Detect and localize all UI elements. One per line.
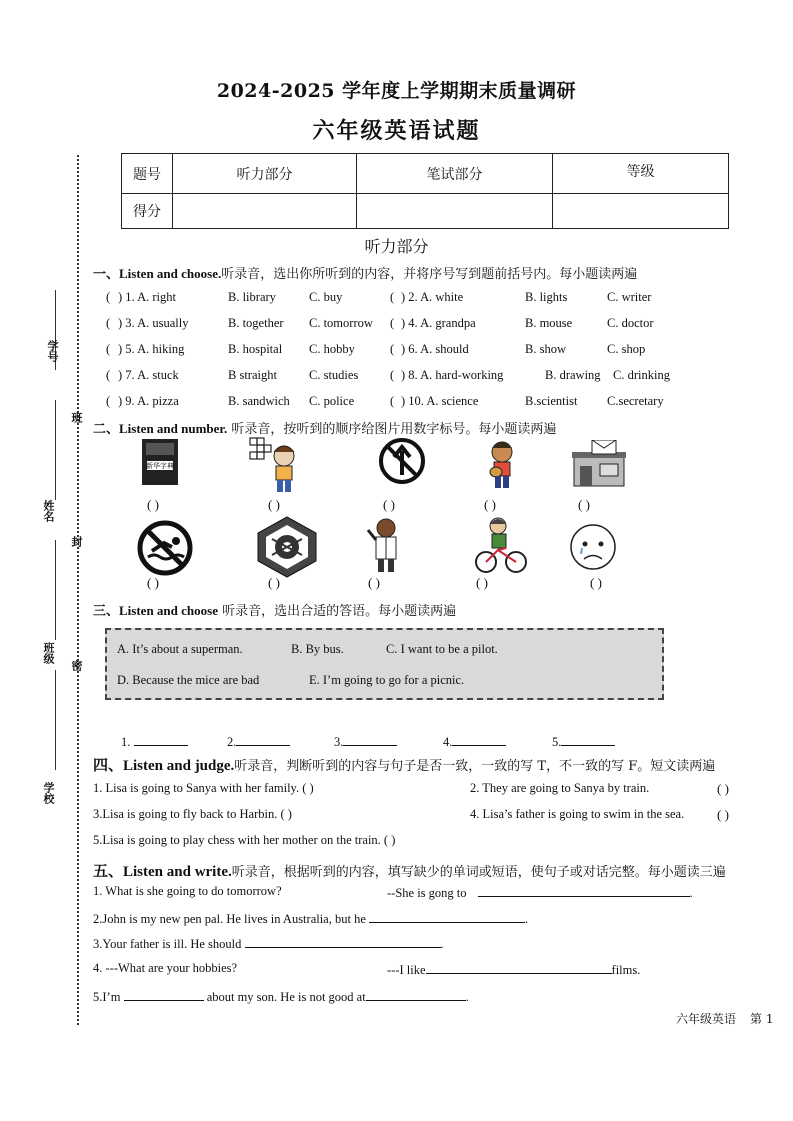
cycling-boy-picture [474,516,528,576]
picture3-answer[interactable]: ( ) [383,497,395,512]
option-a: A. It’s about a superman. [117,642,243,656]
choice-text: C. hobby [309,342,355,356]
sec3-answer-5[interactable] [552,733,615,750]
score-table-row-label: 得分 [122,194,173,229]
exam-subtitle: 六年级英语试题 [312,118,481,144]
option-e: E. I’m going to go for a picnic. [309,673,465,687]
choice-text: ) 2. A. white [401,290,464,304]
sec3-answer-4[interactable] [443,733,506,750]
answer-blank[interactable] [369,910,525,923]
section5-heading [93,860,726,881]
score-table-header-cell: 听力部分 [173,154,357,194]
exam-title: 2024-2025 学年度上学期期末质量调研 [216,80,577,102]
dictionary-picture [138,437,182,487]
judge-item-2-answer[interactable]: ( ) [717,781,729,796]
choice-text: C. police [309,394,355,408]
write-question-5[interactable] [93,988,469,1005]
section4-title-cn: 听录音，判断听到的内容与句子是否一致，一致的写 T，不一致的写 F。短文读两遍 [234,759,716,774]
period: . [525,912,529,926]
side-label-seal-3: 密 [70,660,83,671]
post-office-picture [570,440,628,488]
choice-text: C. tomorrow [309,316,373,330]
section5-title-en: 五、Listen and write. [93,864,232,880]
write-question-2[interactable] [93,910,528,927]
answer-options-box [105,628,664,700]
answer-bracket[interactable]: ( [390,368,395,382]
choice-text: C. shop [607,342,646,356]
section3-title-cn: 听录音，选出合适的答语。每小题读两遍 [217,604,457,619]
write-answer-4[interactable] [387,961,640,978]
picture8-answer[interactable]: ( ) [368,575,380,590]
choice-text: C. drinking [613,368,670,382]
dictionary-label: 新华字典 [146,462,174,470]
section2-title-en: 二、Listen and number. [93,421,228,436]
side-label-student-id: 学号 [46,340,59,362]
judge-item-2: 2. They are going to Sanya by train. [470,781,650,795]
score-table [121,153,729,229]
judge-item-4: 4. Lisa’s father is going to swim in the sea. [470,807,685,821]
choice-text: ) 10. A. science [401,394,479,408]
answer-bracket[interactable]: ( [390,394,395,408]
choice-text: ) 3. A. usually [118,316,189,330]
guitar-boy-picture [480,436,522,490]
picture10-answer[interactable]: ( ) [590,575,602,590]
no-straight-sign-picture [378,437,426,485]
choice-text: ) 7. A. stuck [118,368,179,382]
crossword-boy-picture [246,436,308,494]
write-answer-4-end: films. [611,963,641,977]
write-question-1: 1. What is she going to do tomorrow? [93,884,282,898]
score-table-header-cell: 等级 [553,154,729,194]
paper-cutting-picture [254,515,320,579]
answer-blank[interactable] [245,935,441,948]
option-c: C. I want to be a pilot. [386,642,498,656]
choice-text: B straight [228,368,277,382]
score-table-header-cell: 笔试部分 [357,154,553,194]
sec3-answer-2[interactable] [227,733,290,750]
write-answer-4-text: ---I like [387,963,426,977]
answer-blank[interactable] [124,988,204,1001]
picture1-answer[interactable]: ( ) [147,497,159,512]
answer-bracket[interactable]: ( [106,342,111,356]
score-cell[interactable] [357,194,553,229]
side-label-seal-2: 封 [70,536,83,547]
period: . [689,886,693,900]
answer-bracket[interactable]: ( [106,290,111,304]
score-cell[interactable] [173,194,357,229]
write-question-2-text: 2.John is my new pen pal. He lives in Australia, but he [93,912,366,926]
judge-item-1[interactable]: 1. Lisa is going to Sanya with her family. ( ) [93,781,314,795]
choice-text: B. library [228,290,276,304]
picture6-answer[interactable]: ( ) [147,575,159,590]
score-cell[interactable] [553,194,729,229]
section1-heading [93,263,637,282]
section5-title-cn: 听录音，根据听到的内容，填写缺少的单词或短语，使句子或对话完整。每小题读三遍 [231,865,726,880]
option-b: B. By bus. [291,642,344,656]
choice-text: C.secretary [607,394,664,408]
choice-text: ) 5. A. hiking [118,342,185,356]
class-line[interactable] [55,540,56,640]
scientist-picture [366,516,406,574]
write-question-4: 4. ---What are your hobbies? [93,961,238,975]
answer-blank[interactable] [343,733,397,746]
judge-item-4-answer[interactable]: ( ) [717,807,729,822]
write-answer-1[interactable] [387,884,693,901]
answer-blank[interactable] [561,733,615,746]
choice-text: C. writer [607,290,652,304]
write-question-5-mid: about my son. He is not good at [206,990,366,1004]
picture5-answer[interactable]: ( ) [578,497,590,512]
write-answer-1-text: --She is gong to [387,886,467,900]
sec3-answer-1[interactable] [121,733,188,750]
answer-bracket[interactable]: ( [106,394,111,408]
choice-text: B. drawing [545,368,601,382]
side-label-name: 姓名 [42,500,55,522]
choice-text: C. buy [309,290,343,304]
choice-text: B. hospital [228,342,283,356]
side-label-class: 班级 [42,642,55,664]
sec3-number: 1. [121,735,131,749]
choice-text: B. together [228,316,284,330]
side-label-school: 学校 [42,782,55,804]
choice-text: ) 6. A. should [401,342,469,356]
section3-heading [93,600,456,619]
write-question-5-start: 5.I’m [93,990,121,1004]
name-line[interactable] [55,400,56,500]
period: . [465,990,469,1004]
answer-blank[interactable] [236,733,290,746]
choice-text: ) 9. A. pizza [118,394,179,408]
answer-bracket[interactable]: ( [106,368,111,382]
answer-bracket[interactable]: ( [106,316,111,330]
answer-bracket[interactable]: ( [390,316,395,330]
choice-text: B. sandwich [228,394,290,408]
choice-text: B.scientist [525,394,578,408]
write-question-3-text: 3.Your father is ill. He should [93,937,242,951]
sec3-number: 3. [334,735,344,749]
sec3-answer-3[interactable] [334,733,397,750]
sec3-number: 4. [443,735,453,749]
answer-blank[interactable] [366,988,466,1001]
choice-text: B. mouse [525,316,573,330]
binding-dotted-line [77,155,79,1025]
option-d: D. Because the mice are bad [117,673,260,687]
answer-blank[interactable] [478,884,690,897]
footer-page: 第 1 [750,1012,774,1026]
school-line[interactable] [55,670,56,770]
section4-title-en: 四、Listen and judge. [93,758,235,774]
footer-subject: 六年级英语 [676,1012,737,1026]
picture9-answer[interactable]: ( ) [476,575,488,590]
choice-text: ) 8. A. hard-working [401,368,504,382]
period: . [440,937,444,951]
picture2-answer[interactable]: ( ) [268,497,280,512]
sec3-number: 2. [227,735,237,749]
section2-title-cn: 听录音，按听到的顺序给图片用数字标号。每小题读两遍 [227,422,557,437]
choice-text: C. studies [309,368,359,382]
picture7-answer[interactable]: ( ) [268,575,280,590]
answer-blank[interactable] [426,961,612,974]
sad-face-picture [568,522,618,572]
judge-item-3[interactable]: 3.Lisa is going to fly back to Harbin. ( ) [93,807,292,821]
picture4-answer[interactable]: ( ) [484,497,496,512]
choice-text: ) 4. A. grandpa [401,316,476,330]
side-label-seal-1: 班 [70,412,83,423]
choice-text: ) 1. A. right [118,290,176,304]
choice-text: B. lights [525,290,568,304]
answer-blank[interactable] [452,733,506,746]
answer-bracket[interactable]: ( [390,342,395,356]
score-table-header-cell: 题号 [122,154,173,194]
sec3-number: 5. [552,735,562,749]
write-question-3[interactable] [93,935,444,952]
section4-heading [93,754,715,775]
choice-text: B. show [525,342,566,356]
section1-title-cn: 听录音，选出你所听到的内容，并将序号写到题前括号内。每小题读两遍 [221,267,638,282]
section1-title-en: 一、Listen and choose. [93,266,222,281]
answer-bracket[interactable]: ( [390,290,395,304]
section3-title-en: 三、Listen and choose [93,603,218,618]
part-title: 听力部分 [364,237,429,256]
no-swimming-sign-picture [136,519,194,577]
section2-heading [93,418,556,437]
answer-blank[interactable] [134,733,188,746]
choice-text: C. doctor [607,316,654,330]
judge-item-5[interactable]: 5.Lisa is going to play chess with her mother on the train. ( ) [93,833,396,847]
